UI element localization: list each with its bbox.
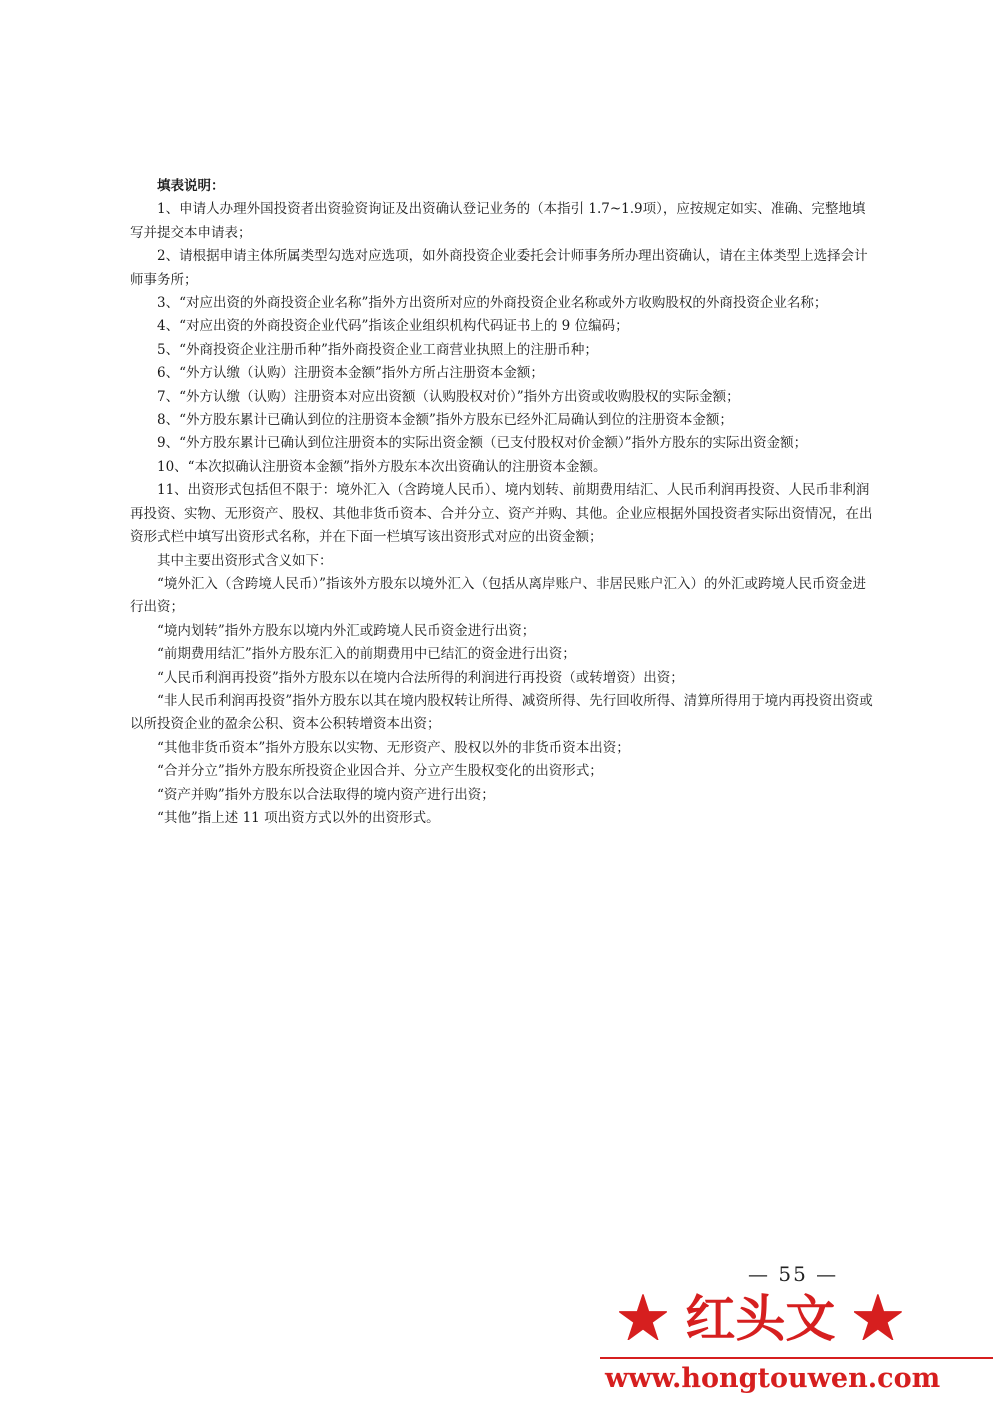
definition-item-6: “其他非货币资本”指外方股东以实物、无形资产、股权以外的非货币资本出资； bbox=[157, 739, 630, 756]
definitions-list bbox=[130, 573, 875, 830]
instruction-item-11: 11、出资形式包括但不限于：境外汇入（含跨境人民币）、境内划转、前期费用结汇、人民币利润再投资、人民币非利润再投资、实物、无形资产、股权、其他非货币资本、合并分立、资产并购、其他。企业应根据外国投资者实际出资情况，在出资形式栏中填写出资形式名称，并在下面一栏填写该出资形式对应的出资金额； bbox=[130, 482, 873, 546]
instruction-item-2: 2、请根据申请主体所属类型勾选对应选项，如外商投资企业委托会计师事务所办理出资确认，请在主体类型上选择会计师事务所； bbox=[130, 248, 868, 288]
instruction-item-9: 9、“外方股东累计已确认到位注册资本的实际出资金额（已支付股权对价金额）”指外方股东的实际出资金额； bbox=[157, 435, 808, 452]
site-watermark bbox=[600, 1285, 993, 1403]
instructions-section bbox=[130, 175, 875, 830]
definition-item-7: “合并分立”指外方股东所投资企业因合并、分立产生股权变化的出资形式； bbox=[157, 763, 603, 780]
instruction-item-6: 6、“外方认缴（认购）注册资本金额”指外方所占注册资本金额； bbox=[157, 365, 544, 382]
watermark-divider bbox=[600, 1357, 993, 1359]
definition-item-3: “前期费用结汇”指外方股东汇入的前期费用中已结汇的资金进行出资； bbox=[157, 646, 576, 663]
instruction-item-7: 7、“外方认缴（认购）注册资本对应出资额（认购股权对价）”指外方出资或收购股权的实际金额； bbox=[157, 388, 740, 405]
definition-item-8: “资产并购”指外方股东以合法取得的境内资产进行出资； bbox=[157, 786, 495, 803]
watermark-title: ★ 红头文 ★ bbox=[618, 1289, 903, 1348]
instruction-item-3: 3、“对应出资的外商投资企业名称”指外方出资所对应的外商投资企业名称或外方收购股权的外商投资企业名称； bbox=[157, 295, 828, 312]
definition-item-5: “非人民币利润再投资”指外方股东以其在境内股权转让所得、减资所得、先行回收所得、清算所得用于境内再投资出资或以所投资企业的盈余公积、资本公积转增资本出资； bbox=[130, 692, 873, 733]
definition-item-1: “境外汇入（含跨境人民币）”指该外方股东以境外汇入（包括从离岸账户、非居民账户汇入）的外汇或跨境人民币资金进行出资； bbox=[130, 575, 867, 616]
instruction-item-5: 5、“外商投资企业注册币种”指外商投资企业工商营业执照上的注册币种； bbox=[157, 341, 598, 358]
watermark-url: www.hongtouwen.com bbox=[605, 1363, 941, 1394]
instructions-heading: 填表说明： bbox=[157, 178, 225, 194]
page-number: — 55 — bbox=[748, 1262, 839, 1286]
instruction-item-4: 4、“对应出资的外商投资企业代码”指该企业组织机构代码证书上的 9 位编码； bbox=[157, 318, 629, 335]
instruction-item-8: 8、“外方股东累计已确认到位的注册资本金额”指外方股东已经外汇局确认到位的注册资本金额； bbox=[157, 412, 733, 429]
definition-item-4: “人民币利润再投资”指外方股东以在境内合法所得的利润进行再投资（或转增资）出资； bbox=[157, 669, 684, 686]
instruction-item-1: 1、申请人办理外国投资者出资验资询证及出资确认登记业务的（本指引 1.7~1.9项），应按规定如实、准确、完整地填写并提交本申请表； bbox=[130, 201, 866, 241]
instructions-list bbox=[130, 198, 875, 573]
definition-item-9: “其他”指上述 11 项出资方式以外的出资形式。 bbox=[157, 809, 440, 826]
definition-item-2: “境内划转”指外方股东以境内外汇或跨境人民币资金进行出资； bbox=[157, 622, 536, 639]
instruction-item-10: 10、“本次拟确认注册资本金额”指外方股东本次出资确认的注册资本金额。 bbox=[157, 458, 607, 475]
definitions-intro: 其中主要出资形式含义如下： bbox=[157, 552, 333, 569]
